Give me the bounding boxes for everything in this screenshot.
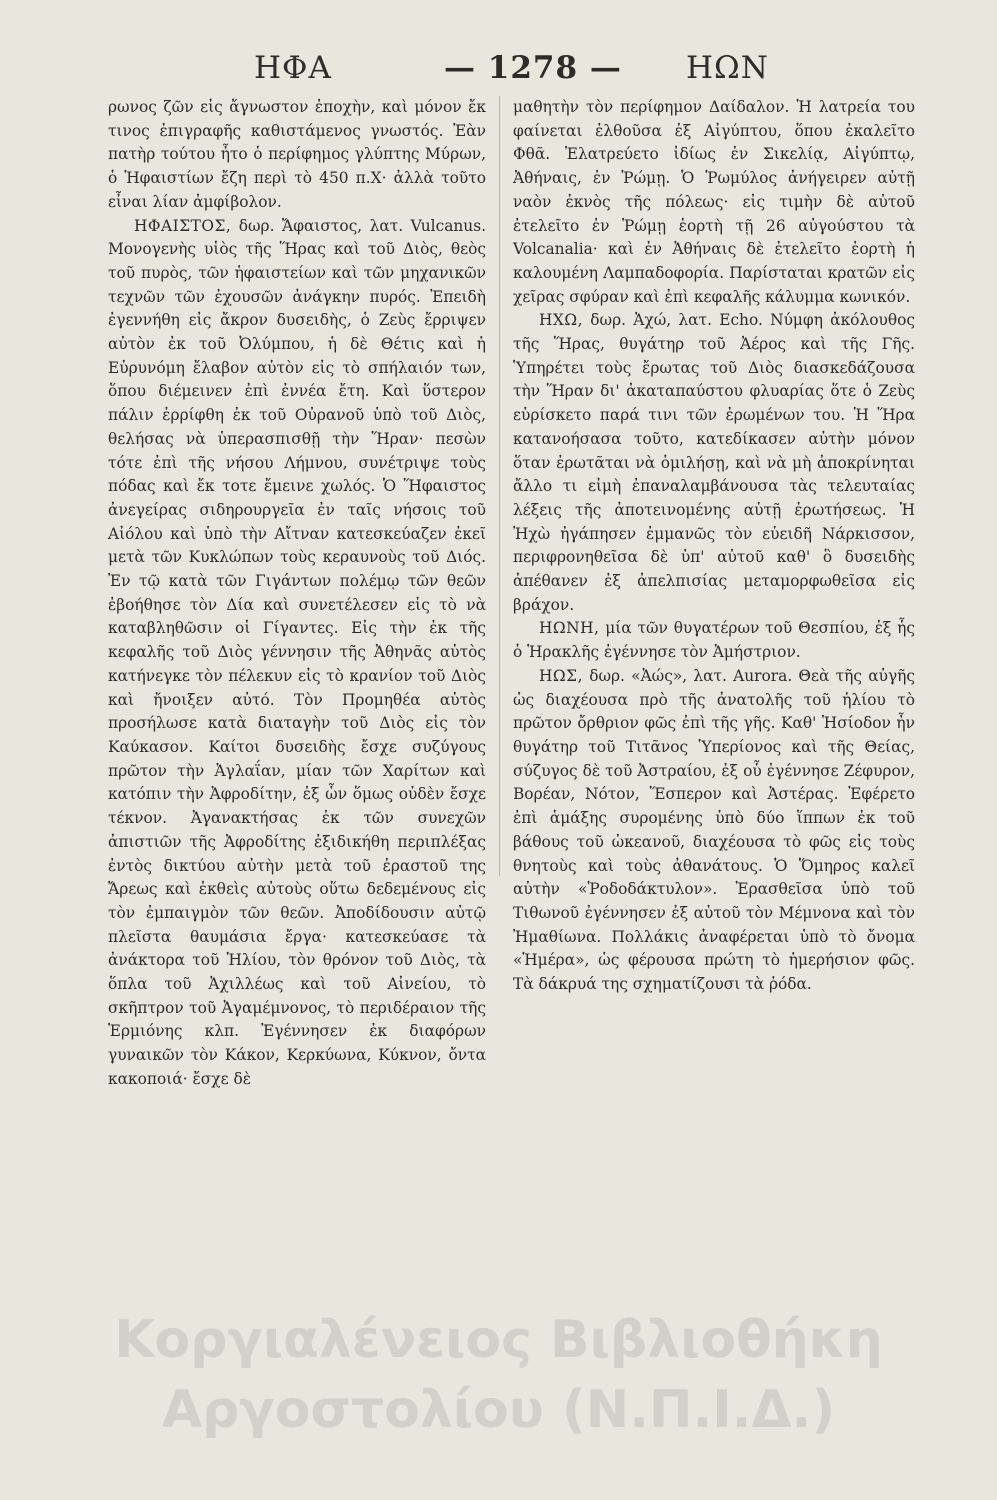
entry-text-echo: δωρ. Ἀχώ, λατ. Echo. Νύμφη ἀκόλουθος τῆς Ἥρας, θυγάτηρ τοῦ Ἀέρος καὶ τῆς Γῆς. Ὑπηρέτει τοὺς ἔρωτας τοῦ Διὸς διασκεδάζουσα τὴν Ἥραν δι' ἀκαταπαύστου φλυαρίας ὅτε ὁ Ζεὺς εὑρίσκετο παρά τινι τῶν ἐρωμένων του. Ἡ Ἥρα κατανοήσασα τοῦτο, κατεδίκασεν αὐτὴν μόνον ὅταν ἐρωτᾶται νὰ ὁμιλήσῃ, καὶ νὰ μὴ ἀποκρίνηται ἄλλο τι εἰμὴ ἐπαναλαμβάνουσα τὰς τελευταίας λέξεις τῆς ἀποτεινομένης αὐτῇ ἐρωτήσεως. Ἡ Ἠχὼ ἠγάπησεν ἐμμανῶς τὸν εὐειδῆ Νάρκισσον, περιφρονηθεῖσα δὲ ὑπ' αὐτοῦ καθ' ὃ δυσειδὴς ἀπέθανεν ἐξ ἀπελπισίας μεταμορφωθεῖσα εἰς βράχον. xyxy=(513,311,915,614)
watermark-line-1: Κοργιαλένειος Βιβλιοθήκη xyxy=(114,1310,883,1370)
header-left-guideword: ΗΦΑ xyxy=(254,50,332,86)
watermark-line-2: Αργοστολίου (Ν.Π.Ι.Δ.) xyxy=(161,1380,836,1440)
lemma-eos: ΗΩΣ, xyxy=(539,666,583,685)
header-right-guideword: ΗΩΝ xyxy=(686,50,769,86)
left-column xyxy=(108,96,486,1092)
lemma-echo: ΗΧΩ, xyxy=(539,311,584,330)
lemma-ioni: ΗΩΝΗ, xyxy=(539,619,600,638)
library-watermark xyxy=(0,1305,997,1445)
entry-text-eos: δωρ. «Ἀώς», λατ. Aurora. Θεὰ τῆς αὐγῆς ὡς διαχέουσα πρὸ τῆς ἀνατολῆς τοῦ ἡλίου τὸ πρῶτον ὄρθριον φῶς ἐπὶ τῆς γῆς. Καθ' Ἡσίοδον ἦν θυγάτηρ τοῦ Τιτᾶνος Ὑπερίονος καὶ τῆς Θείας, σύζυγος δὲ τοῦ Ἀστραίου, ἐξ οὗ ἐγέννησε Ζέφυρον, Βορέαν, Νότον, Ἕσπερον καὶ Ἀστέρας. Ἐφέρετο ἐπὶ ἁμάξης συρομένης ὑπὸ δύο ἵππων ἐκ τοῦ βάθους τοῦ ὠκεανοῦ, διαχέουσα τὸ φῶς εἰς τοὺς θνητοὺς καὶ τοὺς ἀθανάτους. Ὁ Ὅμηρος καλεῖ αὐτὴν «Ῥοδοδάκτυλον». Ἐρασθεῖσα ὑπὸ τοῦ Τιθωνοῦ ἐγέννησεν ἐξ αὐτοῦ τὸν Μέμνονα καὶ τὸν Ἠμαθίωνα. Πολλάκις ἀναφέρεται ὑπὸ τὸ ὄνομα «Ἡμέρα», ὡς φέρουσα πρώτη τὸ ἡμερήσιον φῶς. Τὰ δάκρυά της σχηματίζουσι τὰ ῥόδα. xyxy=(513,666,915,994)
page-number: — 1278 — xyxy=(444,50,622,86)
entry-ioni xyxy=(513,617,915,664)
entry-hephaistos xyxy=(108,215,486,1092)
right-column xyxy=(513,96,915,997)
entry-echo xyxy=(513,309,915,617)
page-header xyxy=(0,50,997,96)
entry-text-hephaistos: δωρ. Ἄφαιστος, λατ. Vulcanus. Μονογενὴς υἱὸς τῆς Ἥρας καὶ τοῦ Διὸς, θεὸς τοῦ πυρὸς, τῶν ἡφαιστείων καὶ τῶν μηχανικῶν τεχνῶν τῶν ἐχουσῶν ἀνάγκην πυρός. Ἐπειδὴ ἐγεννήθη εἰς ἄκρον δυσειδὴς, ὁ Ζεὺς ἔρριψεν αὐτὸν ἐκ τοῦ Ὀλύμπου, ἡ δὲ Θέτις καὶ ἡ Εὐρυνόμη ἔλαβον αὐτὸν εἰς τὸ σπήλαιόν των, ὅπου διέμεινεν ἐπὶ ἐννέα ἔτη. Καὶ ὕστερον πάλιν ἐρρίφθη ἐκ τοῦ Οὐρανοῦ ὑπὸ τοῦ Διὸς, θελήσας νὰ ὑπερασπισθῇ τὴν Ἥραν· πεσὼν τότε ἐπὶ τῆς νήσου Λήμνου, συνέτριψε τοὺς πόδας καὶ ἔκ τοτε ἔμεινε χωλός. Ὁ Ἥφαιστος ἀνεγείρας σιδηρουργεῖα ἐν ταῖς νήσοις τοῦ Αἰόλου καὶ ὑπὸ τὴν Αἴτναν κατεσκεύαζεν ἐκεῖ μετὰ τῶν Κυκλώπων τοὺς κεραυνοὺς τοῦ Διός. Ἐν τῷ κατὰ τῶν Γιγάντων πολέμῳ τῶν θεῶν ἐβοήθησε τὸν Δία καὶ συνετέλεσεν εἰς τὸ νὰ καταβληθῶσιν οἱ Γίγαντες. Εἰς τὴν ἐκ τῆς κεφαλῆς τοῦ Διὸς γέννησιν τῆς Ἀθηνᾶς αὐτὸς κατήνεγκε τὸν πέλεκυν εἰς τὸ κρανίον τοῦ Διὸς καὶ ἤνοιξεν αὐτό. Τὸν Προμηθέα αὐτὸς προσήλωσε κατὰ διαταγὴν τοῦ Διὸς εἰς τὸν Καύκασον. Καίτοι δυσειδὴς ἔσχε συζύγους πρῶτον τὴν Ἀγλαΐαν, μίαν τῶν Χαρίτων καὶ κατόπιν τὴν Ἀφροδίτην, ἐξ ὧν ὅμως οὐδὲν ἔσχε τέκνον. Ἀγανακτήσας ἐκ τῶν συνεχῶν ἀπιστιῶν τῆς Ἀφροδίτης ἐξιδικήθη περιπλέξας ἐντὸς δικτύου αὐτὴν μετὰ τοῦ ἐραστοῦ της Ἄρεως καὶ ἐκθεὶς αὐτοὺς οὕτω δεδεμένους εἰς τὸν ἐμπαιγμὸν τῶν θεῶν. Ἀποδίδουσιν αὐτῷ πλεῖστα θαυμάσια ἔργα· κατεσκεύασε τὰ ἀνάκτορα τοῦ Ἡλίου, τὸν θρόνον τοῦ Διὸς, τὰ ὅπλα τοῦ Ἀχιλλέως καὶ τοῦ Αἰνείου, τὸ σκῆπτρον τοῦ Ἀγαμέμνονος, τὸ περιδέραιον τῆς Ἑρμιόνης κλπ. Ἐγέννησεν ἐκ διαφόρων γυναικῶν τὸν Κάκον, Κερκύωνα, Κύκνον, ὄντα κακοποιά· ἔσχε δὲ xyxy=(108,216,486,1088)
entry-eos xyxy=(513,665,915,997)
continued-paragraph-right: μαθητὴν τὸν περίφημον Δαίδαλον. Ἡ λατρεία του φαίνεται ἐλθοῦσα ἐξ Αἰγύπτου, ὅπου ἐκαλεῖτο Φθᾶ. Ἐλατρεύετο ἰδίως ἐν Σικελίᾳ, Αἰγύπτῳ, Ἀθήναις, ἐν Ῥώμῃ. Ὁ Ῥωμύλος ἀνήγειρεν αὐτῇ ναὸν ἐκνὸς τῆς πόλεως· εἰς τιμὴν δὲ αὐτοῦ ἐτελεῖτο ἐν Ῥώμῃ ἑορτὴ τῇ 26 αὐγούστου τὰ Volcanalia· καὶ ἐν Ἀθήναις δὲ ἐτελεῖτο ἑορτὴ ἡ καλουμένη Λαμπαδοφορία. Παρίσταται κρατῶν εἰς χεῖρας σφύραν καὶ ἐπὶ κεφαλῆς κάλυμμα κωνικόν. xyxy=(513,98,915,306)
continued-paragraph: ρωνος ζῶν εἰς ἄγνωστον ἐποχὴν, καὶ μόνον ἔκ τινος ἐπιγραφῆς καθιστάμενος γνωστός. Ἐὰν πατὴρ τούτου ἦτο ὁ περίφημος γλύπτης Μύρων, ὁ Ἡφαιστίων ἔζη περὶ τὸ 450 π.Χ· ἀλλὰ τοῦτο εἶναι λίαν ἀμφίβολον. xyxy=(108,98,486,211)
lemma-hephaistos: ΗΦΑΙΣΤΟΣ, xyxy=(134,216,232,235)
column-divider xyxy=(499,96,500,876)
entry-text-ioni: μία τῶν θυγατέρων τοῦ Θεσπίου, ἐξ ἧς ὁ Ἡρακλῆς ἐγέννησε τὸν Ἀμήστριον. xyxy=(513,619,915,662)
